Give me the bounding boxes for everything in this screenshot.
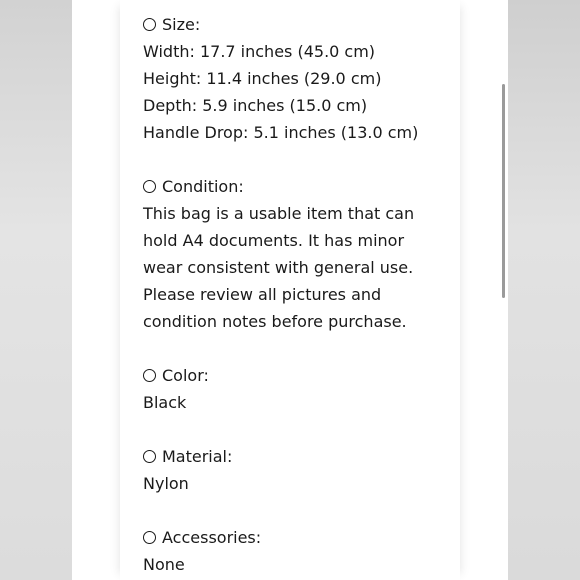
phone-screen	[72, 0, 508, 580]
section-heading-color	[143, 362, 453, 389]
condition-line: This bag is a usable item that can	[143, 204, 415, 223]
size-height: Height: 11.4 inches (29.0 cm)	[143, 69, 382, 88]
size-width: Width: 17.7 inches (45.0 cm)	[143, 42, 376, 61]
background-left	[0, 0, 72, 580]
spacer	[143, 416, 453, 443]
circle-bullet-icon	[143, 369, 156, 382]
section-heading-size	[143, 11, 453, 38]
size-handle-drop: Handle Drop: 5.1 inches (13.0 cm)	[143, 123, 419, 142]
circle-bullet-icon	[143, 531, 156, 544]
spacer	[143, 146, 453, 173]
section-heading-material	[143, 443, 453, 470]
spacer	[143, 497, 453, 524]
condition-line: hold A4 documents. It has minor	[143, 231, 405, 250]
color-heading-text: Color:	[162, 366, 209, 385]
size-heading-text: Size:	[162, 15, 201, 34]
size-depth: Depth: 5.9 inches (15.0 cm)	[143, 96, 368, 115]
condition-heading-text: Condition:	[162, 177, 244, 196]
condition-line: wear consistent with general use.	[143, 258, 414, 277]
section-heading-condition	[143, 173, 453, 200]
circle-bullet-icon	[143, 18, 156, 31]
material-heading-text: Material:	[162, 447, 233, 466]
spacer	[143, 335, 453, 362]
condition-line: Please review all pictures and	[143, 285, 382, 304]
color-value: Black	[143, 393, 187, 412]
background-right	[508, 0, 580, 580]
accessories-value: None	[143, 555, 185, 574]
section-heading-accessories	[143, 524, 453, 551]
material-value: Nylon	[143, 474, 189, 493]
listing-description-card	[120, 0, 460, 580]
vertical-scrollbar[interactable]	[502, 84, 505, 298]
circle-bullet-icon	[143, 180, 156, 193]
condition-line: condition notes before purchase.	[143, 312, 407, 331]
accessories-heading-text: Accessories:	[162, 528, 262, 547]
description-content	[143, 11, 453, 578]
circle-bullet-icon	[143, 450, 156, 463]
